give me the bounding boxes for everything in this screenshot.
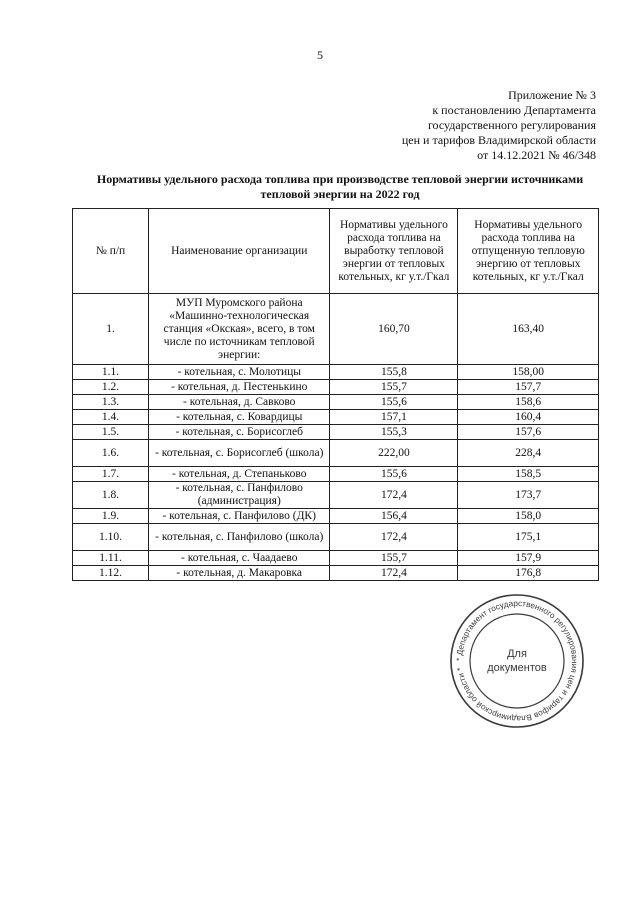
row-value-a: 156,4 bbox=[330, 509, 458, 524]
appendix-line: к постановлению Департамента bbox=[432, 103, 596, 117]
appendix-block bbox=[402, 88, 596, 163]
row-name: - котельная, д. Савково bbox=[149, 395, 330, 410]
row-name: - котельная, с. Борисоглеб (школа) bbox=[149, 440, 330, 467]
row-value-a: 172,4 bbox=[330, 482, 458, 509]
table-row bbox=[73, 294, 599, 365]
row-value-a: 172,4 bbox=[330, 524, 458, 551]
appendix-line: цен и тарифов Владимирской области bbox=[401, 133, 596, 147]
appendix-line: Приложение № 3 bbox=[508, 88, 596, 102]
title-line: тепловой энергии на 2022 год bbox=[260, 187, 420, 201]
row-name: - котельная, с. Панфилово (ДК) bbox=[149, 509, 330, 524]
seal-outer-ring bbox=[451, 595, 583, 727]
row-value-a: 172,4 bbox=[330, 566, 458, 581]
table-row bbox=[73, 440, 599, 467]
row-num: 1.1. bbox=[73, 365, 149, 380]
header-col-a: Нормативы удельного расхода топлива на выработку тепловой энергии от тепловых котельных, кг у.т./Гкал bbox=[330, 209, 458, 294]
table-header-row bbox=[73, 209, 599, 294]
appendix-line: государственного регулирования bbox=[427, 118, 596, 132]
row-value-b: 173,7 bbox=[458, 482, 599, 509]
table-row bbox=[73, 524, 599, 551]
seal-inner-ring bbox=[470, 614, 564, 708]
table-row bbox=[73, 365, 599, 380]
header-num: № п/п bbox=[73, 209, 149, 294]
table-row bbox=[73, 395, 599, 410]
row-num: 1.8. bbox=[73, 482, 149, 509]
row-name: - котельная, с. Молотицы bbox=[149, 365, 330, 380]
official-seal bbox=[448, 592, 586, 730]
row-value-a: 155,7 bbox=[330, 380, 458, 395]
row-num: 1.6. bbox=[73, 440, 149, 467]
row-value-a: 155,7 bbox=[330, 551, 458, 566]
row-value-b: 160,4 bbox=[458, 410, 599, 425]
row-value-a: 160,70 bbox=[330, 294, 458, 365]
title-line: Нормативы удельного расхода топлива при производстве тепловой энергии источниками bbox=[96, 172, 584, 186]
row-num: 1. bbox=[73, 294, 149, 365]
row-num: 1.7. bbox=[73, 467, 149, 482]
table-row bbox=[73, 467, 599, 482]
seal-center-line: Для bbox=[507, 648, 527, 660]
row-value-a: 155,6 bbox=[330, 467, 458, 482]
table-row bbox=[73, 380, 599, 395]
row-value-b: 163,40 bbox=[458, 294, 599, 365]
row-value-a: 157,1 bbox=[330, 410, 458, 425]
row-num: 1.3. bbox=[73, 395, 149, 410]
row-name: - котельная, д. Макаровка bbox=[149, 566, 330, 581]
row-name: - котельная, с. Борисоглеб bbox=[149, 425, 330, 440]
row-name: - котельная, с. Чаадаево bbox=[149, 551, 330, 566]
row-value-a: 222,00 bbox=[330, 440, 458, 467]
row-num: 1.10. bbox=[73, 524, 149, 551]
row-value-b: 175,1 bbox=[458, 524, 599, 551]
row-num: 1.11. bbox=[73, 551, 149, 566]
row-value-b: 157,6 bbox=[458, 425, 599, 440]
table-row bbox=[73, 482, 599, 509]
row-name: - котельная, с. Панфилово (администрация) bbox=[149, 482, 330, 509]
row-name: МУП Муромского района «Машинно-технологическая станция «Окская», всего, в том числе по источникам тепловой энергии: bbox=[149, 294, 330, 365]
row-value-a: 155,8 bbox=[330, 365, 458, 380]
table-row bbox=[73, 509, 599, 524]
row-num: 1.4. bbox=[73, 410, 149, 425]
page-number: 5 bbox=[317, 48, 323, 62]
row-value-b: 158,5 bbox=[458, 467, 599, 482]
row-name: - котельная, д. Степаньково bbox=[149, 467, 330, 482]
header-name: Наименование организации bbox=[149, 209, 330, 294]
norms-table bbox=[72, 208, 599, 581]
row-num: 1.12. bbox=[73, 566, 149, 581]
row-value-b: 157,9 bbox=[458, 551, 599, 566]
table-row bbox=[73, 425, 599, 440]
row-name: - котельная, с. Ковардицы bbox=[149, 410, 330, 425]
row-value-b: 158,0 bbox=[458, 509, 599, 524]
seal-center-line: документов bbox=[487, 662, 547, 674]
appendix-line: от 14.12.2021 № 46/348 bbox=[477, 148, 596, 162]
row-value-b: 157,7 bbox=[458, 380, 599, 395]
document-title bbox=[60, 172, 620, 202]
row-num: 1.2. bbox=[73, 380, 149, 395]
row-value-a: 155,3 bbox=[330, 425, 458, 440]
row-value-b: 228,4 bbox=[458, 440, 599, 467]
row-num: 1.5. bbox=[73, 425, 149, 440]
row-value-b: 158,6 bbox=[458, 395, 599, 410]
table-row bbox=[73, 410, 599, 425]
table-row bbox=[73, 551, 599, 566]
row-num: 1.9. bbox=[73, 509, 149, 524]
row-name: - котельная, д. Пестенькино bbox=[149, 380, 330, 395]
seal-ring-text: * Департамент государственного регулирования цен и тарифов Владимирской области * bbox=[454, 598, 580, 724]
row-value-a: 155,6 bbox=[330, 395, 458, 410]
row-value-b: 158,00 bbox=[458, 365, 599, 380]
header-col-b: Нормативы удельного расхода топлива на отпущенную тепловую энергию от тепловых котельных, кг у.т./Гкал bbox=[458, 209, 599, 294]
row-name: - котельная, с. Панфилово (школа) bbox=[149, 524, 330, 551]
row-value-b: 176,8 bbox=[458, 566, 599, 581]
table-row bbox=[73, 566, 599, 581]
